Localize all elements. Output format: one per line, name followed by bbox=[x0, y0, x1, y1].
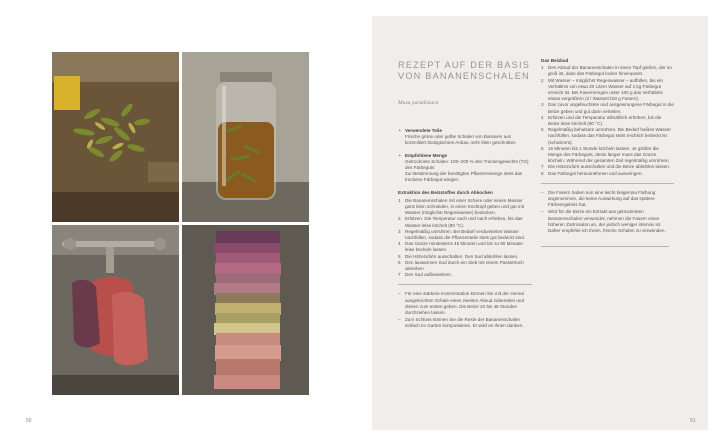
extraction-step: 1 Die Bananenschalen mit einer Schere oder einem Messer ganz klein schneiden, in einen Kochtopf geben und gut mit Wasser (möglichst Regenwasser) bedecken. bbox=[398, 197, 525, 216]
bath-step: 4 Erhitzen und die Temperatur allmählich erhöhen, bis die Beize leise köchelt (90 °C). bbox=[541, 114, 662, 127]
parts-heading: • Verwendete Teile bbox=[405, 128, 442, 133]
bath-step: 6 15 Minuten bis 1 Stunde köcheln lassen. Je größer die Menge des Färbeguts, desto länger muss das Ganze köcheln. Während der gesamten Zeit regelmäßig umrühren. bbox=[541, 145, 670, 164]
bath-tips bbox=[541, 190, 674, 234]
bath-step: 7 Die Hitzezufuhr ausschalten und die Beize abkühlen lassen. bbox=[541, 164, 671, 170]
page-number-left: 50 bbox=[26, 418, 32, 424]
divider bbox=[541, 183, 674, 184]
botanical-name: Musa paradisiaca bbox=[398, 100, 439, 106]
extraction-step: 5 Die Hitzezufuhr ausschalten. Den Sud abkühlen lassen. bbox=[398, 253, 519, 259]
extraction-step: 6 Den lauwarmen Sud durch ein Sieb mit einem Passiertuch abseihen. bbox=[398, 259, 524, 272]
bath-steps bbox=[541, 65, 674, 177]
extraction-steps bbox=[398, 198, 532, 279]
recipe-title: REZEPT AUF DER BASIS VON BANANENSCHALEN bbox=[398, 60, 531, 81]
amount-heading: • Empfohlene Menge bbox=[405, 152, 448, 158]
amount-text-2: Zur Bestimmung der benötigten Pflanzenmenge stets das trockene Färbegut wiegen. bbox=[405, 171, 523, 183]
extraction-step: 4 Das Ganze mindestens 45 Minuten und bis zu 90 Minuten leise köcheln lassen. bbox=[398, 241, 523, 253]
bath-step: 1 Den Absud der Bananenschalen in einen Topf gießen, der so groß ist, dass das Färbegut locker hineinpasst. bbox=[541, 65, 672, 77]
photo-fabric-swatches bbox=[182, 225, 309, 395]
photo-chopped-banana-peels bbox=[52, 52, 179, 222]
extraction-step: 7 Den Sud aufbewahren. bbox=[398, 272, 452, 278]
bath-heading: Das Beizbad bbox=[541, 58, 569, 63]
extraction-heading: Extraktion des Beizstoffes durch Abkochen bbox=[398, 189, 493, 195]
tip-item: – Wird für die Beize ein Extrakt aus getrockneten Bananenschalen verwendet, nehmen die Fasern einen höheren Zartrosaton an, der jedoch weniger intensiv ist. Daher empfehle ich Ihnen, frische Schalen zu verwenden. bbox=[541, 209, 674, 234]
bath-step: 5 Regelmäßig behutsam umrühren. Bei Bedarf heißes Wasser nachfüllen, sodass das Färbegut stets reichlich bedeckt ist (schwimmt). bbox=[541, 127, 671, 145]
extraction-tips bbox=[398, 291, 532, 329]
parts-text: Frische grüne oder gelbe Schalen von Bananen aus kontrolliert biologischem Anbau, sehr klein geschnitten bbox=[405, 134, 516, 146]
extraction-step: 2 Erhitzen. Die Temperatur nach und nach erhöhen, bis das Wasser leise köchelt (90 °C). bbox=[398, 216, 523, 228]
tip-item: – Für eine stärkere Konzentration können Sie mit der einmal ausgekochten Schale einen zweiten Absud zubereiten und diesen zum ersten geben. Die Beize 24 bis 48 Stunden durchziehen lassen. bbox=[398, 291, 532, 316]
divider bbox=[398, 284, 532, 285]
photo-dyed-fabric-hanging bbox=[52, 225, 179, 395]
tip-item: – Die Fasern haben nun eine leicht beigerosa Färbung angenommen, die keine Auswirkung auf das spätere Färbeergebnis hat. bbox=[541, 190, 674, 209]
recipe-column-right bbox=[541, 58, 674, 247]
amount-text: Getrocknete Schalen: 100–200 % des Trockengewichts (TG) des Färbeguts bbox=[405, 158, 529, 171]
bath-step: 2 Mit Wasser – möglichst Regenwasser – auffüllen, bis ein Verhältnis von etwa 20 Litern Wasser auf 1 kg Färbegut erreicht ist. Bei Fasermengen unter 100 g das Verhältnis etwas vergrößern (3 l Wasser/100 g Fasern). bbox=[541, 77, 663, 102]
amount-section bbox=[398, 153, 532, 184]
bath-step: 3 Das zuvor angefeuchtete und ausgewrungene Färbegut in die Beize geben und gut darin verteilen. bbox=[541, 102, 674, 114]
page-number-right: 51 bbox=[690, 418, 696, 424]
photo-jar-extract bbox=[182, 52, 309, 222]
parts-section bbox=[398, 128, 532, 147]
recipe-column-left bbox=[398, 60, 532, 331]
extraction-step: 3 Regelmäßig umrühren. Bei Bedarf verdunstetes Wasser nachfüllen, sodass die Pflanzenteile stets gut bedeckt sind. bbox=[398, 228, 526, 241]
bath-step: 8 Das Färbegut herausnehmen und auswringen. bbox=[541, 170, 643, 176]
tip-item: – Zum Schluss können Sie die Reste der Bananenschalen einfach im Garten kompostieren. Er wird es Ihnen danken. bbox=[398, 317, 532, 329]
end-divider bbox=[541, 246, 669, 247]
